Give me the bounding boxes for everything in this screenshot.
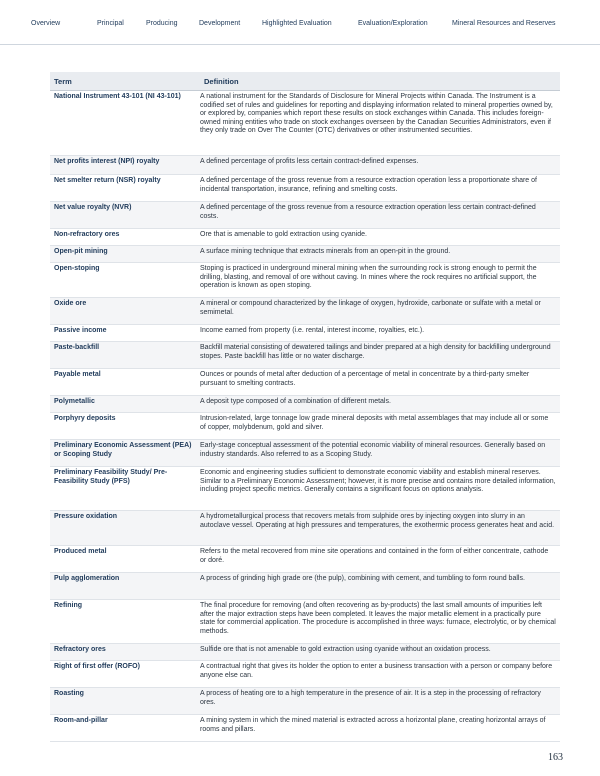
nav-overview[interactable]: Overview (31, 20, 61, 27)
definition-column-header: Definition (204, 76, 239, 86)
nav-highlighted-evaluation[interactable]: Highlighted Evaluation (262, 20, 332, 27)
glossary-table (50, 72, 560, 742)
glossary-definition: A defined percentage of profits less certain contract-defined expenses. (200, 158, 419, 165)
glossary-term: Payable metal (54, 371, 101, 378)
page-number: 163 (548, 752, 563, 763)
glossary-term: Refractory ores (54, 646, 106, 653)
glossary-term: Net value royalty (NVR) (54, 204, 132, 211)
nav-evaluation-exploration[interactable]: Evaluation/Exploration (358, 20, 428, 27)
glossary-row (50, 202, 560, 229)
glossary-row (50, 467, 560, 511)
glossary-term: Pressure oxidation (54, 513, 118, 520)
glossary-definition: Intrusion-related, large tonnage low grade mineral deposits with metal assemblages that may include all or some of copper, molybdenum, gold and silver. (200, 415, 549, 431)
glossary-definition: A national instrument for the Standards of Disclosure for Mineral Projects within Canada. The Instrument is a codified set of rules and guidelines for reporting and displaying information related to mineral properties owned by, or explored by, companies which report these results on stock exchanges within Canada. This includes foreign-owned mining entities who trade on stock exchanges overseen by the Canadian Securities Administrators, even if they only trade on Over The Counter (OTC) derivatives or other instrumented securities. (200, 93, 553, 135)
top-navigation (0, 0, 600, 45)
glossary-row (50, 298, 560, 325)
glossary-rows (50, 91, 560, 742)
glossary-definition: Backfill material consisting of dewatered tailings and binder prepared at a high density for backfilling underground stopes. Paste backfill has little or no water discharge. (200, 344, 551, 360)
glossary-definition: Refers to the metal recovered from mine site operations and contained in the form of either concentrate, cathode or doré. (200, 548, 549, 564)
nav-mineral-resources-reserves[interactable]: Mineral Resources and Reserves (452, 20, 556, 27)
glossary-row (50, 175, 560, 202)
glossary-term: Non-refractory ores (54, 231, 120, 238)
glossary-row (50, 644, 560, 661)
glossary-term: Open-pit mining (54, 248, 108, 255)
glossary-row (50, 661, 560, 688)
glossary-definition: A mining system in which the mined material is extracted across a horizontal plane, creating horizontal arrays of rooms and pillars. (200, 717, 546, 733)
glossary-definition: A contractual right that gives its holder the option to enter a business transaction with a person or company before anyone else can. (200, 663, 553, 679)
glossary-row (50, 342, 560, 369)
glossary-term: Paste-backfill (54, 344, 100, 351)
glossary-row (50, 688, 560, 715)
glossary-term: Right of first offer (ROFO) (54, 663, 140, 670)
glossary-definition: A surface mining technique that extracts minerals from an open-pit in the ground. (200, 248, 451, 255)
glossary-term: Net profits interest (NPI) royalty (54, 158, 160, 165)
glossary-term: Room-and-pillar (54, 717, 108, 724)
glossary-definition: Stoping is practiced in underground mineral mining when the surrounding rock is strong enough to permit the drilling, blasting, and removal of ore without caving. In mines where the rock requires no artificial support, the operation is known as open stoping. (200, 265, 537, 290)
nav-development[interactable]: Development (199, 20, 241, 27)
glossary-term: Produced metal (54, 548, 107, 555)
glossary-term: Refining (54, 602, 82, 609)
term-column-header: Term (54, 76, 72, 86)
glossary-row (50, 396, 560, 413)
glossary-term: National Instrument 43-101 (NI 43-101) (54, 93, 181, 100)
glossary-term: Pulp agglomeration (54, 575, 120, 582)
glossary-row (50, 369, 560, 396)
glossary-definition: The final procedure for removing (and often recovering as by-products) the last small amounts of impurities left after the major extraction steps have been completed. It leaves the major metallic element in a practically pure state for commercial application. The procedure is accomplished in three ways: furnace, electrolytic, or by chemical methods. (200, 602, 556, 635)
glossary-row (50, 325, 560, 342)
glossary-row (50, 573, 560, 600)
glossary-term: Preliminary Economic Assessment (PEA) or Scoping Study (54, 442, 192, 458)
glossary-row (50, 546, 560, 573)
glossary-term: Polymetallic (54, 398, 95, 405)
glossary-definition: Ore that is amenable to gold extraction using cyanide. (200, 231, 367, 238)
glossary-term: Passive income (54, 327, 107, 334)
glossary-definition: A deposit type composed of a combination of different metals. (200, 398, 391, 405)
glossary-definition: A mineral or compound characterized by the linkage of oxygen, hydroxide, carbonate or sulfate with a metal or semimetal. (200, 300, 541, 316)
glossary-row (50, 263, 560, 298)
glossary-definition: Ounces or pounds of metal after deduction of a percentage of metal in concentrate by a third-party smelter pursuant to smelting contracts. (200, 371, 530, 387)
glossary-term: Oxide ore (54, 300, 87, 307)
glossary-row (50, 413, 560, 440)
glossary-definition: A process of grinding high grade ore (the pulp), combining with cement, and tumbling to form round balls. (200, 575, 525, 582)
glossary-term: Roasting (54, 690, 84, 697)
glossary-row (50, 511, 560, 546)
glossary-row (50, 229, 560, 246)
glossary-row (50, 91, 560, 156)
glossary-definition: A hydrometallurgical process that recovers metals from sulphide ores by injecting oxygen into slurry in an autoclave vessel. Operating at high pressures and temperatures, the exothermic process generates heat and acid. (200, 513, 555, 529)
glossary-definition: Economic and engineering studies sufficient to demonstrate economic viability and establish mineral reserves. Similar to a Preliminary Economic Assessment; however, it is more precise and contains more detailed information, including project specific metrics. Generally contains a significant focus on options analysis. (200, 469, 556, 494)
glossary-definition: A defined percentage of the gross revenue from a resource extraction operation less a proportionate share of incidental transportation, insurance, refining and smelting costs. (200, 177, 537, 193)
glossary-term: Net smelter return (NSR) royalty (54, 177, 161, 184)
glossary-term: Open-stoping (54, 265, 100, 272)
glossary-definition: A defined percentage of the gross revenue from a resource extraction operation less certain contract-defined costs. (200, 204, 536, 220)
glossary-row (50, 156, 560, 175)
glossary-definition: Early-stage conceptual assessment of the potential economic viability of mineral resources. Generally based on industry standards. Also referred to as a Scoping Study. (200, 442, 546, 458)
glossary-row (50, 600, 560, 644)
glossary-term: Preliminary Feasibility Study/ Pre-Feasibility Study (PFS) (54, 469, 168, 485)
glossary-definition: A process of heating ore to a high temperature in the presence of air. It is a step in the processing of refractory ores. (200, 690, 541, 706)
nav-producing[interactable]: Producing (146, 20, 178, 27)
glossary-definition: Income earned from property (i.e. rental, interest income, royalties, etc.). (200, 327, 425, 334)
glossary-row (50, 440, 560, 467)
nav-principal[interactable]: Principal (97, 20, 124, 27)
glossary-row (50, 246, 560, 263)
glossary-header-row (50, 72, 560, 91)
glossary-definition: Sulfide ore that is not amenable to gold extraction using cyanide without an oxidation process. (200, 646, 491, 653)
glossary-row (50, 715, 560, 742)
glossary-term: Porphyry deposits (54, 415, 116, 422)
